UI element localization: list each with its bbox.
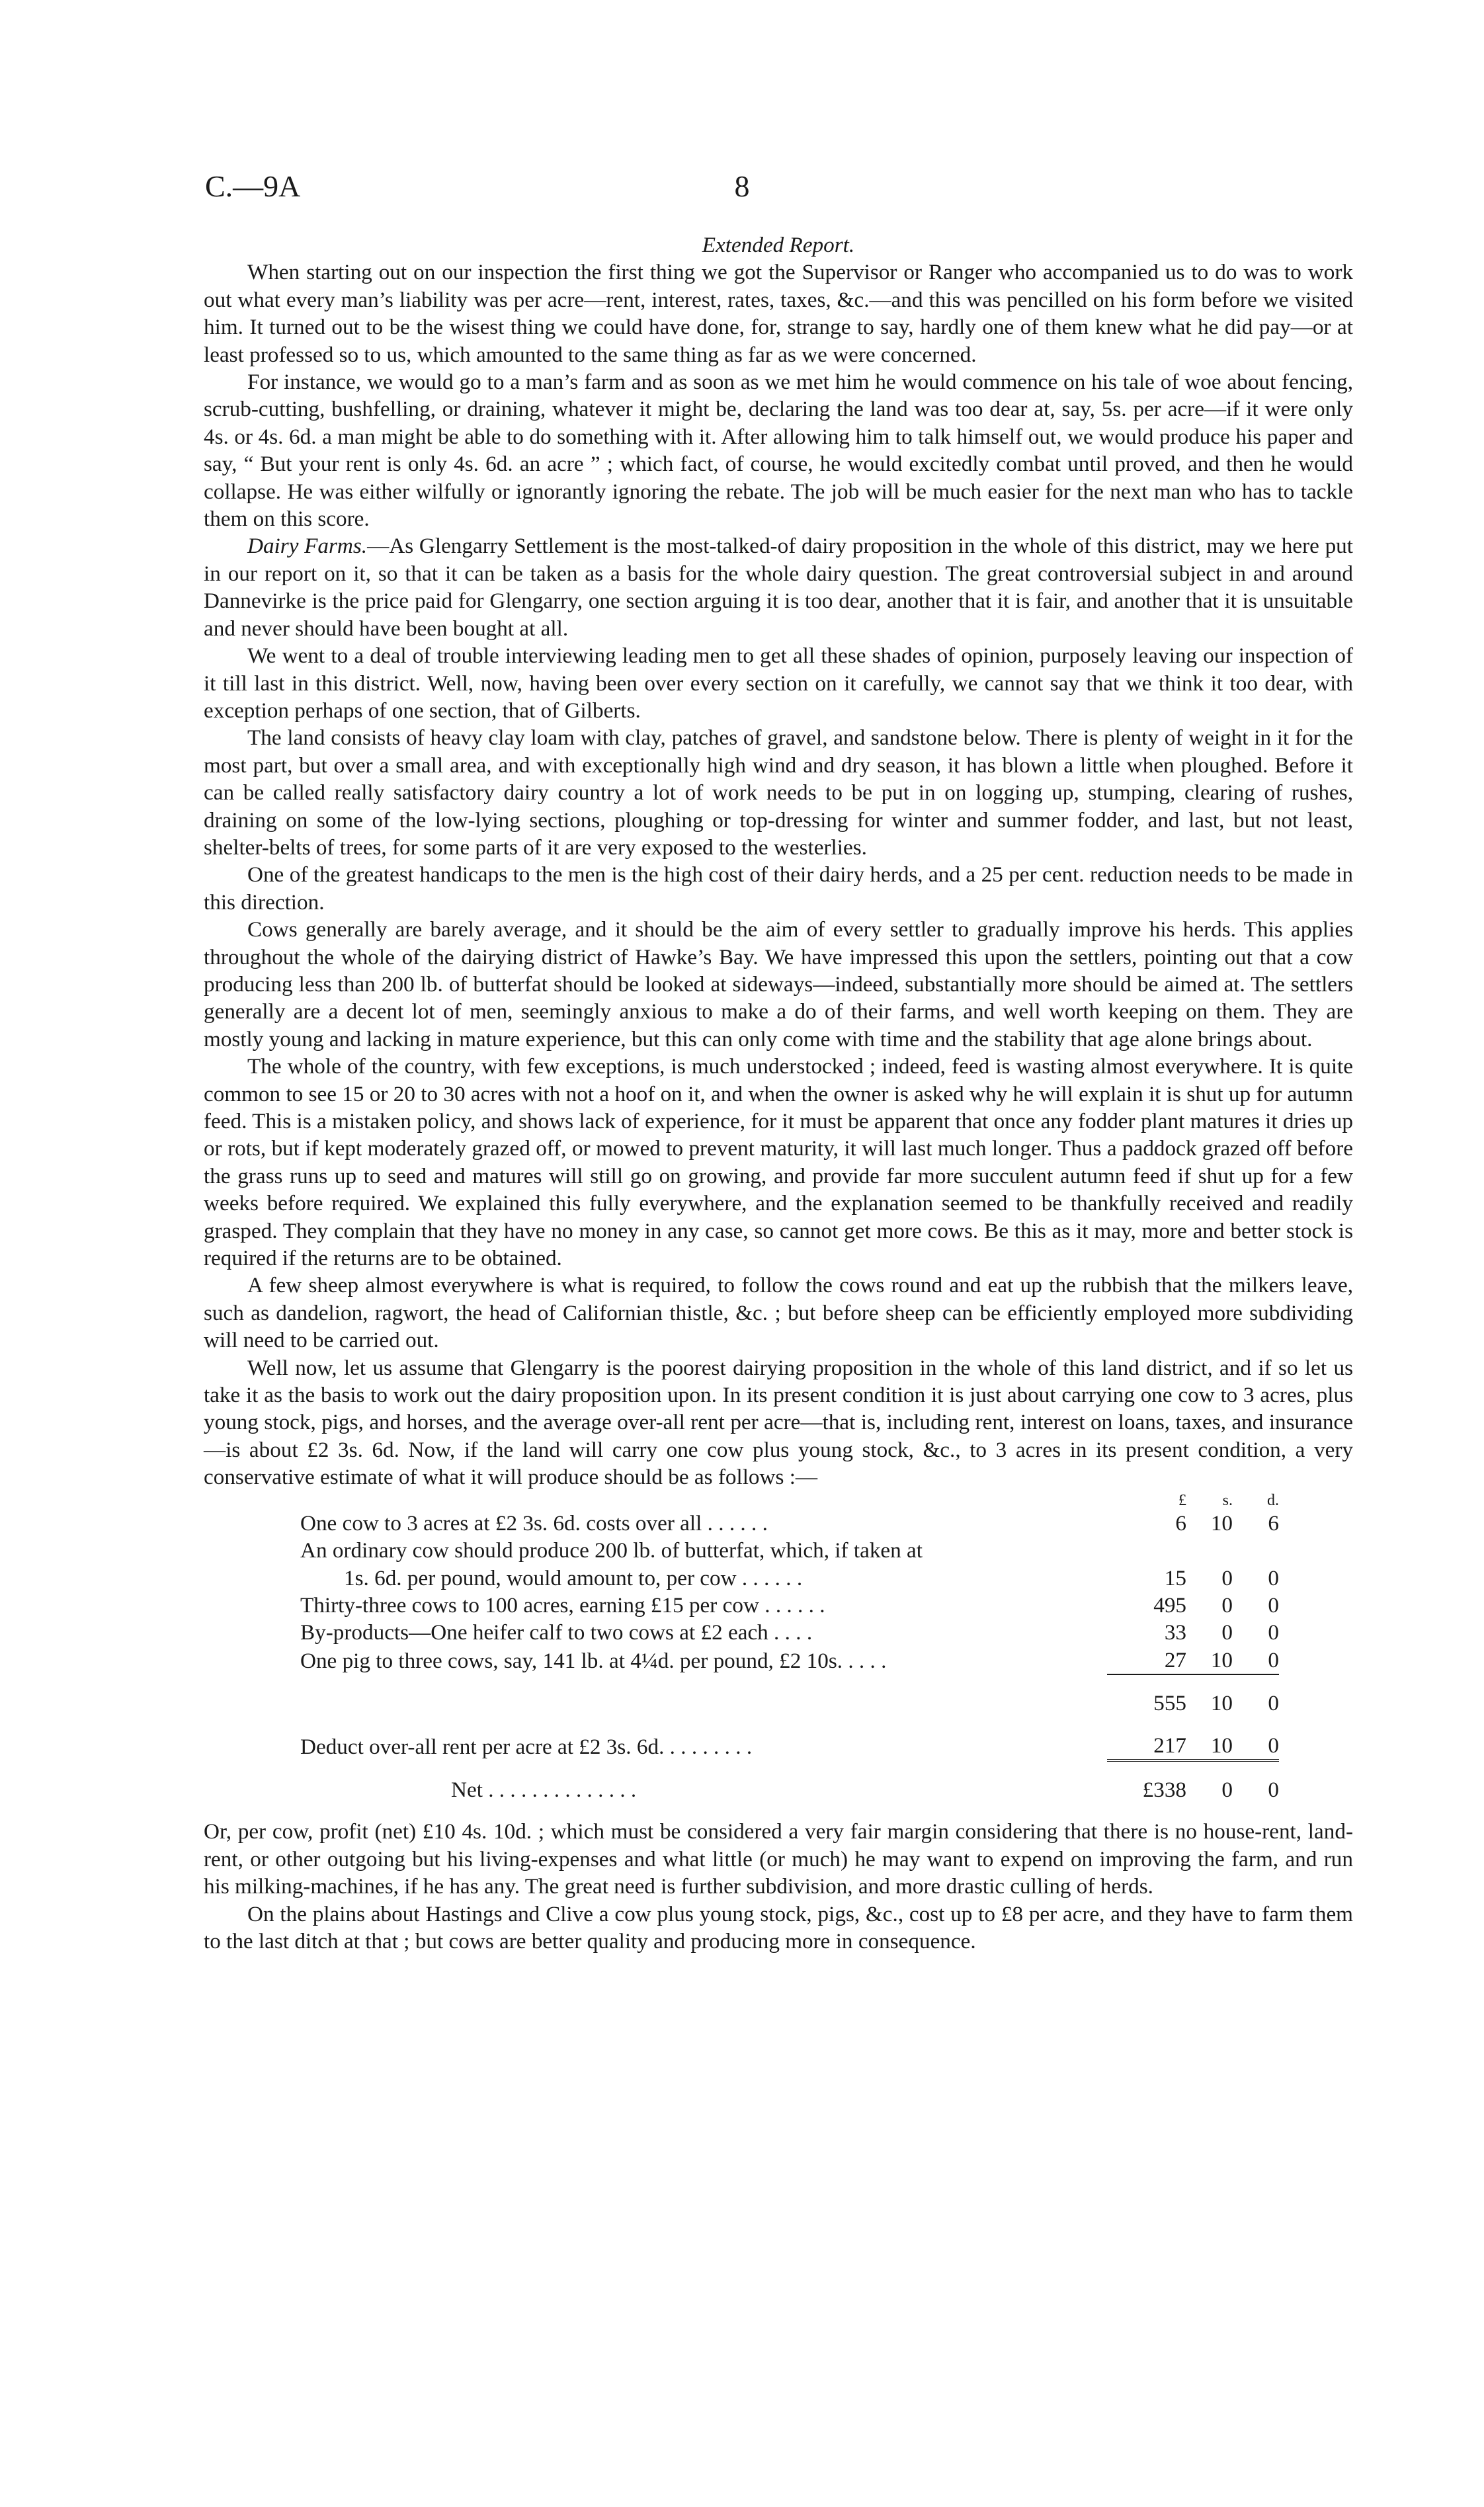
paragraph: Cows generally are barely average, and it should be the aim of every settler to gradually improve his herds. This applies throughout the whole of the dairying district of Hawke’s Bay. We have impressed this upon the settlers, pointing out that a cow producing less than 200 lb. of butterfat should be looked at sideways—indeed, substantially more should be aimed at. The settlers generally are a decent lot of men, seemingly anxious to make a do of their farms, and well worth keeping on them. They are mostly young and lacking in mature experience, but this can only come with time and the stability that age alone brings about. [204, 917, 1353, 1051]
paragraph: When starting out on our inspection the first thing we got the Supervisor or Ranger who accompanied us to do was to work out what every man’s liability was per acre—rent, interest, rates, taxes, &c.—and this was pencilled on his form before we visited him. It turned out to be the wisest thing we could have done, for, strange to say, hardly one of them knew what he did pay—or at least professed so to us, which amounted to the same thing as far as we were concerned. [204, 260, 1353, 367]
pence-unit: d. [1267, 1491, 1279, 1509]
page-header [205, 169, 1279, 215]
account-row: Thirty-three cows to 100 acres, earning £15 per cow . . . . . . 495 0 0 [300, 1592, 1279, 1618]
paragraph: Well now, let us assume that Glengarry is the poorest dairying proposition in the whole of this land district, and if so let us take it as the basis to work out the dairy proposition upon. In its present condition it is just about carrying one cow to 3 acres, plus young stock, pigs, and horses, and the average over-all rent per acre—that is, including rent, interest on loans, taxes, and insurance —is about £2 3s. 6d. Now, if the land will carry one cow plus young stock, &c., to 3 acres in its present condition, a very conservative estimate of what it will produce should be as follows :— [204, 1355, 1353, 1490]
paragraph: On the plains about Hastings and Clive a cow plus young stock, pigs, &c., cost up to £8 per acre, and they have to farm them to the last ditch at that ; but cows are better quality and producing more in consequence. [204, 1901, 1353, 1953]
document-code: C.—9A [205, 169, 301, 203]
account-row: 1s. 6d. per pound, would amount to, per cow . . . . . . 15 0 0 [344, 1565, 1279, 1590]
section-title: Extended Report. [702, 233, 855, 257]
profit-account-table [300, 1491, 1279, 1819]
paragraph: Or, per cow, profit (net) £10 4s. 10d. ; which must be considered a very fair margin considering that there is no house-rent, land-rent, or other outgoing but his living-expenses and what little (or much) he may want to expend on improving the farm, and run his milking-machines, if he has any. The great need is further subdivision, and more drastic culling of herds. [204, 1819, 1353, 1899]
paragraph: Dairy Farms.—As Glengarry Settlement is the most-talked-of dairy proposition in the whole of this district, may we here put in our report on it, so that it can be taken as a basis for the whole dairy question. The great controversial subject in and around Dannevirke is the price paid for Glengarry, one section arguing it is too dear, another that it is fair, and another that it is unsuitable and never should have been bought at all. [204, 534, 1353, 641]
account-row: One pig to three cows, say, 141 lb. at 4¼d. per pound, £2 10s. . . . . 27 10 0 [300, 1647, 1279, 1673]
paragraph: For instance, we would go to a man’s farm and as soon as we met him he would commence on his tale of woe about fencing, scrub-cutting, bushfelling, or draining, whatever it might be, declaring the land was too dear at, say, 5s. per acre—if it were only 4s. or 4s. 6d. a man might be able to do something with it. After allowing him to talk himself out, we would produce his paper and say, “ But your rent is only 4s. 6d. an acre ” ; which fact, of course, he would excitedly combat until proved, and then he would collapse. He was either wilfully or ignorantly ignoring the rebate. The job will be much easier for the next man who has to tackle them on this score. [204, 370, 1353, 532]
paragraph: A few sheep almost everywhere is what is required, to follow the cows round and eat up the rubbish that the milkers leave, such as dandelion, ragwort, the head of Californian thistle, &c. ; but before sheep can be efficiently employed more subdividing will need to be carried out. [204, 1273, 1353, 1353]
subtotal-row: 555 10 0 [1153, 1691, 1279, 1716]
currency-units-row [300, 1491, 1279, 1510]
paragraphs-after [204, 1818, 1353, 1955]
paragraph: The whole of the country, with few exceptions, is much understocked ; indeed, feed is wasting almost everywhere. It is quite common to see 15 or 20 to 30 acres with not a hoof on it, and when the owner is asked why he will explain it is shut up for autumn feed. This is a mistaken policy, and shows lack of experience, for it must be apparent that once any fodder plant matures it dries up or rots, but if kept moderately grazed off, or mowed to prevent maturity, it will last much longer. Thus a paddock grazed off before the grass runs up to seed and matures will still go on growing, and provide far more succulent autumn feed if shut up for a few weeks before required. We explained this fully everywhere, and the explanation seemed to be thankfully received and readily grasped. They complain that they have no money in any case, so cannot get more cows. Be this as it may, more and better stock is required if the returns are to be obtained. [204, 1054, 1353, 1271]
page-number: 8 [734, 169, 750, 203]
report-body [204, 231, 1353, 1955]
paragraph: The land consists of heavy clay loam with clay, patches of gravel, and sandstone below. There is plenty of weight in it for the most part, but over a small area, and with exceptionally high wind and dry season, it has blown a little when ploughed. Before it can be called really satisfactory dairy country a lot of work needs to be put in on logging up, stumping, clearing of rushes, draining on some of the low-lying sections, ploughing or top-dressing for winter and summer fodder, and last, but not least, shelter-belts of trees, for some parts of it are very exposed to the westerlies. [204, 725, 1353, 860]
paragraph: We went to a deal of trouble interviewing leading men to get all these shades of opinion, purposely leaving our inspection of it till last in this district. Well, now, having been over every section on it carefully, we cannot say that we think it too dear, with exception perhaps of one section, that of Gilberts. [204, 643, 1353, 723]
deduct-row: Deduct over-all rent per acre at £2 3s. 6d. . . . . . . . . 217 10 0 [300, 1733, 1279, 1759]
account-row: An ordinary cow should produce 200 lb. of butterfat, which, if taken at [300, 1538, 923, 1563]
net-row: Net . . . . . . . . . . . . . . £338 0 0 [451, 1777, 1279, 1802]
shillings-unit: s. [1222, 1491, 1233, 1509]
pounds-unit: £ [1178, 1491, 1186, 1509]
account-row: By-products—One heifer calf to two cows at £2 each . . . . 33 0 0 [300, 1620, 1279, 1645]
run-in-heading: Dairy Farms. [247, 534, 368, 559]
paragraphs-before [204, 259, 1353, 1491]
paragraph: One of the greatest handicaps to the men is the high cost of their dairy herds, and a 25 per cent. reduction needs to be made in this direction. [204, 862, 1353, 915]
account-row: One cow to 3 acres at £2 3s. 6d. costs over all . . . . . . 6 10 6 [300, 1510, 1279, 1536]
